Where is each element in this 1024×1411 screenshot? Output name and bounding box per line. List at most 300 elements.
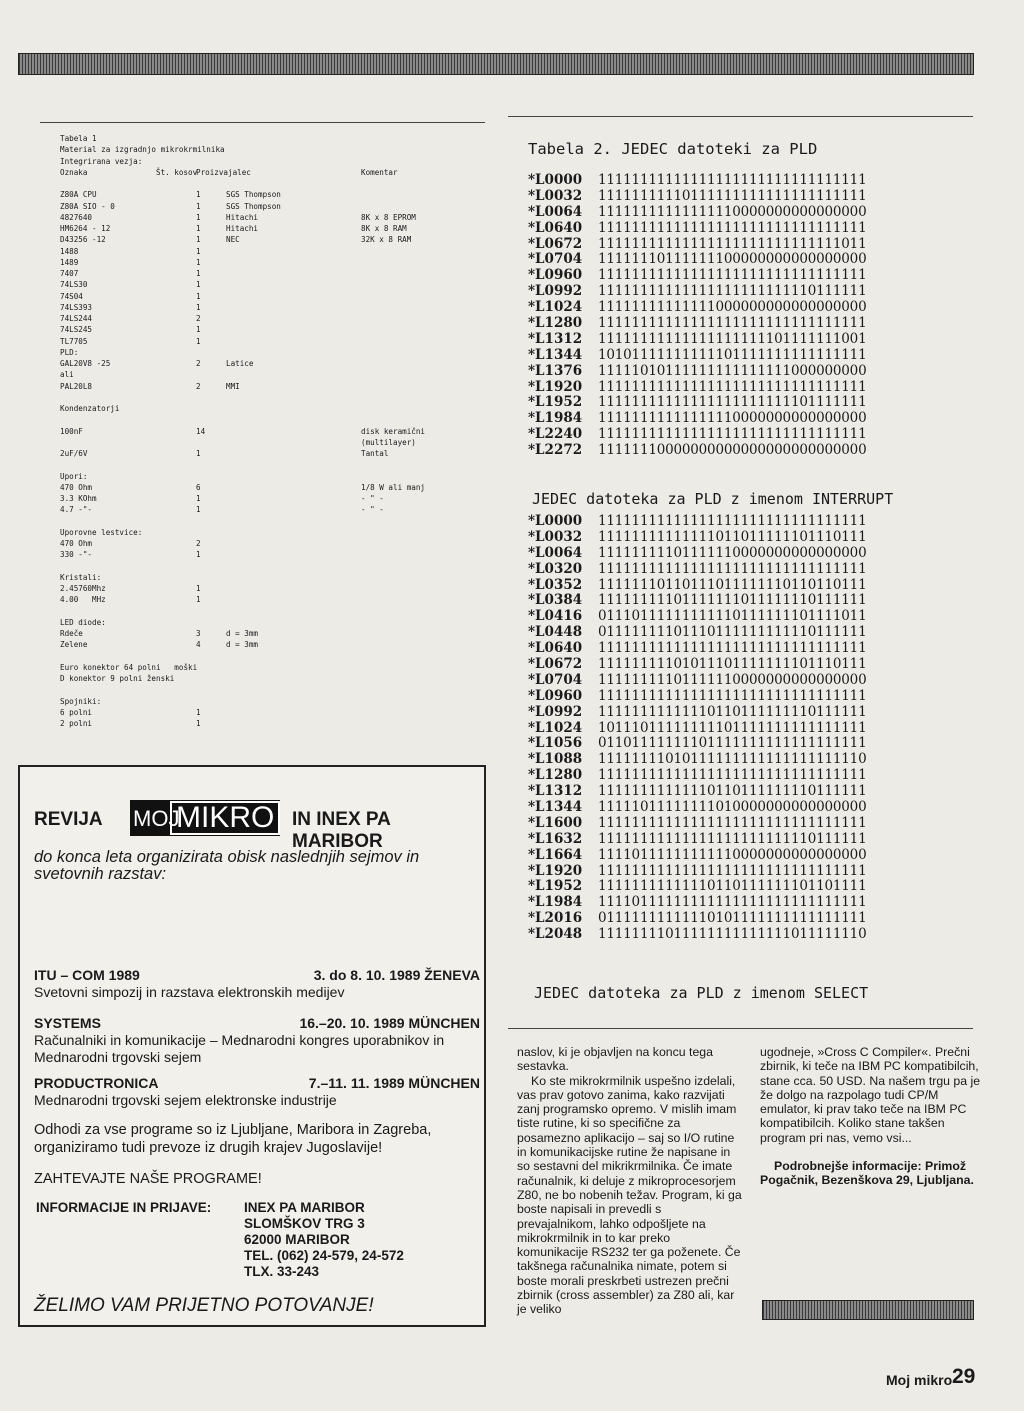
ic-row	[60, 291, 480, 302]
jedec-row	[528, 189, 968, 205]
jedec-fuse-bits: 11110111111111111111111111111111	[598, 894, 867, 911]
resistor-row	[60, 482, 480, 493]
jedec-address: *L1312	[528, 330, 583, 347]
table-cell: 1	[196, 302, 201, 312]
table-cell: GAL20V8 -25	[60, 359, 111, 368]
jedec-fuse-bits: 11111111111111111111111111111111	[598, 426, 867, 443]
jedec-fuse-bits: 11111111111111111111111111111111	[598, 687, 867, 704]
table-cell: Hitachi	[226, 224, 259, 233]
table-cell: PLD:	[60, 347, 79, 357]
ic-row	[60, 268, 480, 279]
table-cell: 1	[196, 224, 201, 233]
article-column-middle	[517, 1045, 743, 1317]
fair-event-heading	[34, 1015, 480, 1032]
jedec-row	[528, 673, 968, 689]
article-paragraph: naslov, ki je objavljen na koncu tega sestavka.	[517, 1045, 713, 1074]
table-cell: 3.3 KOhm	[60, 494, 97, 503]
fair-event	[34, 967, 480, 1001]
address-line: 62000 MARIBOR	[244, 1232, 350, 1247]
capacitor-row	[60, 437, 480, 448]
table-cell: 2	[196, 539, 201, 548]
jedec-row	[528, 895, 968, 911]
section-title	[60, 572, 480, 583]
jedec-table-3-title: JEDEC datoteka za PLD z imenom SELECT	[534, 984, 869, 1002]
jedec-row	[528, 768, 968, 784]
ic-row	[60, 302, 480, 313]
jedec-row	[528, 427, 968, 443]
jedec-address: *L1344	[528, 346, 583, 363]
table-cell: Rdeče	[60, 629, 83, 638]
jedec-address: *L1344	[528, 799, 583, 816]
fair-name: ITU – COM 1989	[34, 967, 140, 983]
jedec-address: *L0032	[528, 528, 583, 545]
jedec-row	[528, 657, 968, 673]
jedec-row	[528, 348, 968, 364]
table-cell: D konektor 9 polni ženski	[60, 674, 175, 683]
ad-inex: IN INEX PA MARIBOR	[292, 809, 391, 852]
table-cell: 330 -"-	[60, 550, 93, 560]
jedec-address: *L1952	[528, 878, 583, 895]
table-cell: 6 polni	[60, 707, 93, 717]
resistor-network-row	[60, 549, 480, 560]
ad-header	[34, 800, 484, 852]
jedec-row	[528, 205, 968, 221]
jedec-row	[528, 705, 968, 721]
right-top-rule	[508, 116, 973, 117]
table-cell: 1489	[60, 257, 79, 267]
jedec-fuse-bits: 11111011111111010000000000000000	[598, 799, 867, 816]
table-cell: d = 3mm	[226, 640, 259, 650]
table-cell: Latice	[226, 359, 254, 368]
jedec-row	[528, 689, 968, 705]
jedec-row	[528, 268, 968, 284]
jedec-address: *L1952	[528, 394, 583, 411]
table-cell: 2	[196, 314, 201, 323]
table-cell: 1	[196, 719, 201, 728]
jedec-table-2-title: JEDEC datoteka za PLD z imenom INTERRUPT	[532, 490, 894, 508]
jedec-fuse-bits: 11111111101011101111111101110111	[598, 656, 867, 673]
moj-mikro-logo	[130, 800, 280, 836]
column-header: Komentar	[361, 167, 398, 177]
resistor-network-row	[60, 538, 480, 549]
table-cell: Hitachi	[226, 212, 259, 222]
table-cell: 32K x 8 RAM	[361, 235, 412, 245]
table-cell: 1	[196, 707, 201, 717]
jedec-fuse-bits: 11111111111111111111111110111111	[598, 283, 867, 300]
jedec-table-1-title: Tabela 2. JEDEC datoteki za PLD	[528, 140, 818, 158]
ic-row	[60, 257, 480, 268]
ic-row	[60, 223, 480, 234]
jedec-address: *L2016	[528, 910, 583, 927]
fair-event	[34, 1075, 480, 1109]
departures-line-1: Odhodi za vse programe so iz Ljubljane, Maribora in Zagreba,	[34, 1122, 432, 1138]
jedec-fuse-bits: 11111111111111110000000000000000	[598, 410, 867, 427]
jedec-row	[528, 609, 968, 625]
table-cell: 1	[196, 595, 201, 605]
ad-farewell: ŽELIMO VAM PRIJETNO POTOVANJE!	[34, 1295, 374, 1316]
table-cell: Kristali:	[60, 572, 102, 582]
table-cell: 74LS244	[60, 314, 93, 323]
ic-row	[60, 234, 480, 245]
jedec-address: *L0064	[528, 203, 583, 220]
table-cell: 1/8 W ali manj	[361, 482, 426, 492]
table-cell: 100nF	[60, 426, 83, 436]
column-header: Proizvajalec	[196, 167, 251, 177]
jedec-row	[528, 546, 968, 562]
jedec-address: *L0960	[528, 687, 583, 704]
jedec-row	[528, 911, 968, 927]
ic-row	[60, 212, 480, 223]
table-cell: 8K x 8 EPROM	[361, 212, 416, 222]
jedec-address: *L1984	[528, 410, 583, 427]
table-cell: SGS Thompson	[226, 190, 281, 200]
jedec-fuse-bits: 11110111111111110000000000000000	[598, 846, 867, 863]
table-cell: 3	[196, 629, 201, 638]
table-cell: 6	[196, 482, 201, 492]
jedec-address: *L0416	[528, 608, 583, 625]
jedec-address: *L0000	[528, 172, 583, 188]
resistor-row	[60, 504, 480, 515]
fair-event-heading	[34, 1075, 480, 1092]
connector-row	[60, 673, 480, 684]
jedec-address: *L1280	[528, 315, 583, 332]
table-subtitle	[60, 156, 480, 167]
ic-row	[60, 381, 480, 392]
table-cell: Tabela 1	[60, 134, 97, 143]
table-cell: - " -	[361, 494, 384, 503]
jedec-address: *L1600	[528, 814, 583, 831]
table-cell: d = 3mm	[226, 629, 259, 638]
article-paragraph: ugodneje, »Cross C Compiler«. Prečni zbirnik, ki teče na IBM PC kompatibilcih, stane cca. 50 USD. Na našem trgu pa je že dolgo na razpolago tudi CP/M emulator, ki prav tako teče na IBM PC kompatibilcih. Koliko stane takšen program pri nas, vemo vsi...	[760, 1045, 981, 1145]
table-cell: 1	[196, 505, 201, 515]
jedec-fuse-bits: 11111111111111111111101111111001	[598, 330, 867, 347]
jedec-row	[528, 411, 968, 427]
table-cell: Z80A SIO - 0	[60, 201, 115, 211]
jedec-address: *L0672	[528, 235, 583, 252]
ic-row	[60, 336, 480, 347]
column-header: Št. kosov	[156, 167, 198, 177]
jedec-address: *L2240	[528, 426, 583, 443]
jedec-row	[528, 221, 968, 237]
jedec-fuse-bits: 11111111111111111111111111111111	[598, 172, 867, 188]
jedec-fuse-bits: 11111111011111111111111011111110	[598, 926, 867, 943]
table-cell: 74LS393	[60, 302, 93, 312]
jedec-address: *L1280	[528, 767, 583, 784]
article-column-right	[760, 1045, 984, 1188]
logo-moj: MOJ	[133, 806, 180, 831]
jedec-row	[528, 879, 968, 895]
jedec-row	[528, 364, 968, 380]
page-number: 29	[952, 1365, 976, 1388]
table-cell: (multilayer)	[361, 437, 416, 447]
jedec-address: *L1024	[528, 299, 583, 316]
jedec-fuse-bits: 01111111111110101111111111111111	[598, 910, 867, 927]
fair-date: 7.–11. 11. 1989 MÜNCHEN	[308, 1075, 480, 1091]
jedec-fuse-bits: 11111111111111111111111111111111	[598, 560, 867, 577]
jedec-row	[528, 173, 968, 189]
jedec-address: *L0320	[528, 560, 583, 577]
table-subtitle	[60, 144, 480, 155]
jedec-address: *L0992	[528, 283, 583, 300]
jedec-row	[528, 332, 968, 348]
table-cell: Integrirana vezja:	[60, 156, 143, 166]
jedec-address: *L0448	[528, 624, 583, 641]
ad-departures	[34, 1121, 484, 1157]
table-cell: 4.00 MHz	[60, 595, 106, 605]
table-cell: 2uF/6V	[60, 449, 88, 458]
jedec-address: *L1312	[528, 783, 583, 800]
jedec-fuse-bits: 11111111111111111111111111111111	[598, 767, 867, 784]
jedec-row	[528, 300, 968, 316]
address-line: SLOMŠKOV TRG 3	[244, 1216, 365, 1231]
jedec-address: *L0672	[528, 656, 583, 673]
ic-row	[60, 201, 480, 212]
jedec-address: *L1632	[528, 830, 583, 847]
jedec-row	[528, 927, 968, 943]
table-cell: Tantal	[361, 449, 389, 458]
column-header: Oznaka	[60, 167, 88, 177]
jedec-address: *L0640	[528, 640, 583, 657]
materials-table	[60, 133, 480, 729]
jedec-address: *L2272	[528, 442, 583, 459]
ic-row	[60, 279, 480, 290]
jedec-row	[528, 800, 968, 816]
ic-row	[60, 189, 480, 200]
logo-mikro: MIKRO	[170, 801, 280, 835]
table-cell: MMI	[226, 381, 240, 391]
table-cell: HM6264 - 12	[60, 224, 111, 233]
address-line: TEL. (062) 24-579, 24-572	[244, 1248, 404, 1263]
section-title	[60, 617, 480, 628]
fair-name: SYSTEMS	[34, 1015, 101, 1031]
table-cell: 7407	[60, 269, 79, 278]
table-cell: 1	[196, 212, 201, 222]
address-line: TLX. 33-243	[244, 1264, 320, 1279]
jedec-row	[528, 252, 968, 268]
jedec-row	[528, 752, 968, 768]
fair-description: Računalniki in komunikacije – Mednarodni kongres uporabnikov in	[34, 1032, 445, 1048]
table-cell: TL7705	[60, 336, 88, 346]
jedec-fuse-bits: 11111111111111111111111111111011	[598, 235, 867, 252]
jedec-fuse-bits: 11111111111111111111111111111111	[598, 267, 867, 284]
table-cell: 1488	[60, 246, 79, 256]
jedec-fuse-bits: 11111111111111111111111110111111	[598, 830, 867, 847]
table-cell: 2 polni	[60, 719, 93, 728]
table-cell: 2	[196, 381, 201, 391]
table-cell: 1	[196, 291, 201, 301]
jedec-row	[528, 380, 968, 396]
jedec-address: *L1056	[528, 735, 583, 752]
jedec-address: *L1920	[528, 862, 583, 879]
jedec-fuse-bits: 01111111101110111111111110111111	[598, 624, 867, 641]
resistor-row	[60, 493, 480, 504]
jedec-fuse-bits: 11111111111110110111111101101111	[598, 878, 867, 895]
jedec-fuse-bits: 11111110000000000000000000000000	[598, 442, 867, 459]
table-cell: 1	[196, 584, 201, 593]
table-cell: 1	[196, 257, 201, 267]
jedec-address: *L0032	[528, 187, 583, 204]
jedec-row	[528, 530, 968, 546]
contact-address	[244, 1200, 404, 1280]
led-row	[60, 628, 480, 639]
mid-rule	[508, 1028, 973, 1029]
jedec-fuse-bits: 11111111101111110000000000000000	[598, 544, 867, 561]
jedec-fuse-bits: 11111111111110110111111110111111	[598, 783, 867, 800]
jedec-row	[528, 816, 968, 832]
table-cell: Spojniki:	[60, 696, 102, 706]
jedec-fuse-bits: 11111111111111111111111111111111	[598, 219, 867, 236]
jedec-fuse-bits: 11111111111111111111111111111111	[598, 814, 867, 831]
table-cell: 1	[196, 201, 201, 211]
jedec-fuse-bits: 10111011111111101111111111111111	[598, 719, 867, 736]
jedec-fuse-bits: 11111111111111110000000000000000	[598, 203, 867, 220]
jedec-row	[528, 848, 968, 864]
table-cell: 1	[196, 246, 201, 256]
jedec-address: *L1920	[528, 378, 583, 395]
capacitor-row	[60, 448, 480, 459]
table-cell: 1	[196, 449, 201, 458]
jedec-row	[528, 625, 968, 641]
article-contact-info: Podrobnejše informacije: Primož Pogačnik, Bezenškova 29, Ljubljana.	[760, 1159, 974, 1188]
jedec-address: *L1376	[528, 362, 583, 379]
capacitor-row	[60, 426, 480, 437]
jedec-fuse-bits: 11111111111111111111111111111111	[598, 315, 867, 332]
table-cell: SGS Thompson	[226, 201, 281, 211]
table-cell: 1	[196, 190, 201, 200]
jedec-fuse-bits: 11111111101111110000000000000000	[598, 671, 867, 688]
ic-row	[60, 358, 480, 369]
jedec-fuse-bits: 11111111010111111111111111111110	[598, 751, 867, 768]
table-cell: Material za izgradnjo mikrokrmilnika	[60, 145, 225, 155]
address-line: INEX PA MARIBOR	[244, 1200, 365, 1215]
jedec-row	[528, 641, 968, 657]
jedec-address: *L0000	[528, 513, 583, 529]
jedec-row	[528, 316, 968, 332]
jedec-row	[528, 721, 968, 737]
jedec-address: *L0992	[528, 703, 583, 720]
table-cell: D43256 -12	[60, 235, 106, 245]
table-cell: Euro konektor 64 polni moški	[60, 662, 198, 672]
jedec-fuse-bits: 10101111111111101111111111111111	[598, 346, 867, 363]
jedec-fuse-bits: 11111110111111100000000000000000	[598, 251, 867, 268]
fair-event	[34, 1015, 480, 1066]
jedec-fuse-bits: 11111111110111111111111111111111	[598, 187, 867, 204]
table-cell: Uporovne lestvice:	[60, 527, 143, 537]
fair-advertisement	[18, 765, 486, 1327]
jedec-fuse-bits: 11111010111111111111111000000000	[598, 362, 867, 379]
table-cell: 470 Ohm	[60, 539, 93, 548]
jedec-fuse-bits: 11111111111111111111111111111111	[598, 513, 867, 529]
section-title	[60, 696, 480, 707]
crystal-row	[60, 594, 480, 605]
header-rule-bar	[18, 53, 974, 75]
fair-description: Mednarodni trgovski sejem	[34, 1049, 202, 1065]
fair-description: Svetovni simpozij in razstava elektronskih medijev	[34, 984, 345, 1000]
table-cell: PAL20L8	[60, 381, 93, 391]
ic-row	[60, 246, 480, 257]
fair-date: 3. do 8. 10. 1989 ŽENEVA	[313, 967, 480, 983]
fair-name: PRODUCTRONICA	[34, 1075, 159, 1091]
jedec-address: *L0064	[528, 544, 583, 561]
section-title	[60, 527, 480, 538]
table-cell: 4.7 -"-	[60, 505, 93, 515]
jedec-fuse-bits: 11111111111110110111111110111111	[598, 703, 867, 720]
jedec-row	[528, 784, 968, 800]
table-cell: 2.45760Mhz	[60, 584, 106, 593]
jedec-fuse-bits: 11111111111111000000000000000000	[598, 299, 867, 316]
jedec-fuse-bits: 11111111111111111111111111111111	[598, 640, 867, 657]
jedec-address: *L0640	[528, 219, 583, 236]
ad-request-programs: ZAHTEVAJTE NAŠE PROGRAME!	[34, 1171, 262, 1187]
table-cell: 470 Ohm	[60, 482, 93, 492]
jedec-address: *L1984	[528, 894, 583, 911]
table-cell: NEC	[226, 235, 240, 245]
table-cell: 74LS30	[60, 280, 88, 290]
table-header-row	[60, 167, 480, 178]
jedec-row	[528, 864, 968, 880]
fair-date: 16.–20. 10. 1989 MÜNCHEN	[299, 1015, 480, 1031]
table-cell: 1	[196, 550, 201, 560]
jedec-fuse-bits: 01110111111111110111111101111011	[598, 608, 867, 625]
ic-row	[60, 324, 480, 335]
table-cell: 1	[196, 494, 201, 503]
table-cell: 74S04	[60, 291, 83, 301]
jedec-fuse-bits: 11111110110111011111110110110111	[598, 576, 867, 593]
jedec-fuse-bits: 11111111111111111111111111111111	[598, 378, 867, 395]
ic-row	[60, 369, 480, 380]
table-cell: 14	[196, 426, 206, 436]
section-title	[60, 403, 480, 414]
jedec-row	[528, 514, 968, 530]
jumper-row	[60, 707, 480, 718]
table-cell: Zelene	[60, 640, 88, 650]
section-title	[60, 471, 480, 482]
jedec-address: *L0384	[528, 592, 583, 609]
jedec-fuse-bits: 11111111111111111111111111111111	[598, 862, 867, 879]
table-cell: 2	[196, 359, 201, 368]
left-top-rule	[40, 122, 485, 123]
jedec-address: *L0960	[528, 267, 583, 284]
jedec-row	[528, 832, 968, 848]
departures-line-2: organiziramo tudi prevoze iz drugih krajev Jugoslavije!	[34, 1140, 383, 1156]
table-cell: disk keramični	[361, 426, 426, 436]
ic-row	[60, 313, 480, 324]
table-cell: ali	[60, 370, 74, 380]
ad-intro: do konca leta organizirata obisk naslednjih sejmov in svetovnih razstav:	[34, 848, 420, 883]
magazine-name: Moj mikro	[886, 1372, 953, 1388]
crystal-row	[60, 583, 480, 594]
table-cell: 8K x 8 RAM	[361, 224, 407, 233]
jedec-row	[528, 443, 968, 459]
table-cell: LED diode:	[60, 617, 106, 627]
jedec-row	[528, 562, 968, 578]
jedec-address: *L1024	[528, 719, 583, 736]
table-cell: 1	[196, 325, 201, 335]
table-cell: 1	[196, 235, 201, 245]
footer-rule-bar	[762, 1300, 974, 1320]
jedec-row	[528, 593, 968, 609]
contact-label: INFORMACIJE IN PRIJAVE:	[36, 1200, 212, 1215]
table-cell: Kondenzatorji	[60, 404, 120, 413]
table-cell: 4827640	[60, 212, 93, 222]
table-cell: Z80A CPU	[60, 190, 97, 200]
article-paragraph: Ko ste mikrokrmilnik uspešno izdelali, vas prav gotovo zanima, kako razvijati zanj programsko opremo. V mislih imam tiste rutine, ki so specifične za posamezno aplikacijo – saj so I/O rutine in komunikacijske rutine že napisane in so sestavni del mikrikrmilnika. Če imate računalnik, ki deluje z mikroprocesorjem Z80, ne bo nobenih težav. Program, ki ga boste napisali in prevedli s prevajalnikom, lahko odpošljete na mikrokrmilnik in to kar preko komunikacije RS232 ter ga poženete. Če takšnega računalnika nimate, potem si boste morali preskrbeti ustrezen prečni zbirnik (cross assembler) za Z80 ali, kar je veliko	[517, 1073, 742, 1317]
jedec-fuse-bits: 11111111111111011011111101110111	[598, 528, 867, 545]
jedec-row	[528, 395, 968, 411]
jedec-row	[528, 736, 968, 752]
jedec-address: *L1664	[528, 846, 583, 863]
fair-description: Mednarodni trgovski sejem elektronske industrije	[34, 1092, 337, 1108]
